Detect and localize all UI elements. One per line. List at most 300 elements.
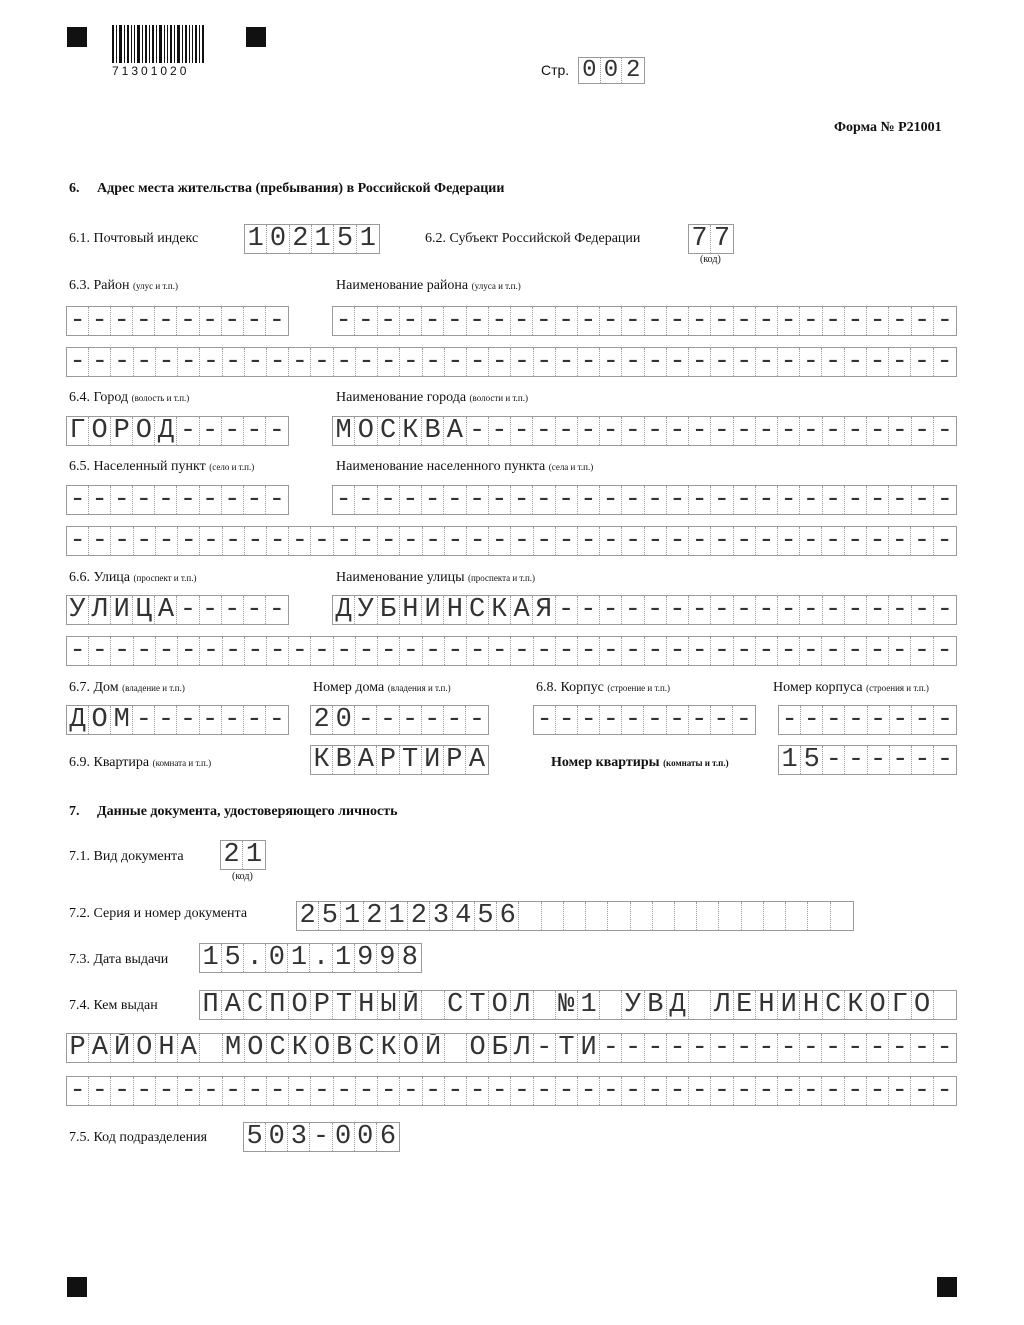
char-cell: - (889, 596, 911, 624)
postal-index-label: 6.1. Почтовый индекс (69, 231, 199, 246)
char-cell: - (600, 596, 622, 624)
char-cell: О (89, 417, 111, 445)
apartment-number-label: Номер квартиры (комнаты и т.п.) (551, 755, 729, 770)
division-code-cells[interactable] (243, 1122, 400, 1152)
char-cell: У (355, 596, 377, 624)
char-cell: - (245, 527, 267, 555)
char-cell: - (800, 1034, 822, 1062)
char-cell: - (67, 307, 89, 335)
region-code-cells[interactable] (688, 224, 734, 254)
char-cell: Ы (378, 991, 400, 1019)
char-cell: - (511, 1077, 533, 1105)
house-number-cells[interactable] (310, 705, 489, 735)
char-cell: - (445, 1077, 467, 1105)
char-cell: - (800, 486, 822, 514)
char-cell: - (400, 348, 422, 376)
char-cell: - (200, 637, 222, 665)
char-cell: 4 (453, 902, 475, 930)
char-cell: К (378, 1034, 400, 1062)
char-cell: - (867, 1034, 889, 1062)
char-cell: Н (444, 596, 466, 624)
char-cell: - (689, 706, 711, 734)
char-cell: - (622, 486, 644, 514)
barcode-number: 71301020 (112, 64, 190, 78)
barcode (112, 25, 224, 78)
char-cell: - (511, 417, 533, 445)
char-cell: - (378, 348, 400, 376)
char-cell: Г (889, 991, 911, 1019)
char-cell: - (867, 348, 889, 376)
char-cell: Р (444, 746, 466, 774)
issued-by-cells-2[interactable] (66, 1033, 957, 1063)
char-cell: - (911, 527, 933, 555)
char-cell: - (711, 637, 733, 665)
char-cell: - (756, 1077, 778, 1105)
char-cell: - (533, 486, 555, 514)
char-cell: А (178, 1034, 200, 1062)
char-cell: П (200, 991, 222, 1019)
char-cell: - (845, 348, 867, 376)
char-cell: - (111, 527, 133, 555)
char-cell: - (936, 746, 954, 774)
char-cell: - (645, 637, 667, 665)
char-cell: - (67, 348, 89, 376)
char-cell: - (400, 527, 422, 555)
char-cell: - (822, 348, 844, 376)
char-cell: Й (423, 1034, 445, 1062)
char-cell: - (223, 527, 245, 555)
char-cell: - (378, 307, 400, 335)
char-cell: - (689, 1077, 711, 1105)
char-cell: - (467, 307, 489, 335)
char-cell: - (489, 1077, 511, 1105)
char-cell: О (289, 991, 311, 1019)
char-cell: К (845, 991, 867, 1019)
char-cell: - (667, 417, 689, 445)
city-name-cells[interactable] (332, 416, 957, 446)
char-cell: - (734, 1077, 756, 1105)
char-cell (422, 991, 444, 1019)
char-cell: - (267, 348, 289, 376)
city-type-cells[interactable] (66, 416, 289, 446)
char-cell: У (622, 991, 644, 1019)
char-cell: - (800, 527, 822, 555)
char-cell: - (467, 527, 489, 555)
char-cell: - (245, 637, 267, 665)
char-cell: Б (378, 596, 400, 624)
district-name-cells-2[interactable] (66, 347, 957, 377)
char-cell: - (268, 486, 285, 514)
char-cell: 6 (379, 1123, 397, 1151)
char-cell: И (111, 596, 133, 624)
char-cell: О (912, 991, 934, 1019)
char-cell: - (845, 486, 867, 514)
char-cell: Л (511, 991, 533, 1019)
char-cell: - (267, 527, 289, 555)
char-cell: 6 (497, 902, 519, 930)
char-cell: 3 (430, 902, 452, 930)
district-name-label: Наименование района (улуса и т.п.) (336, 278, 521, 293)
char-cell: К (489, 596, 511, 624)
char-cell: - (355, 486, 377, 514)
char-cell: 0 (333, 706, 355, 734)
char-cell: - (936, 1077, 953, 1105)
char-cell: - (578, 637, 600, 665)
char-cell: - (912, 706, 934, 734)
char-cell: - (289, 1077, 311, 1105)
char-cell: - (268, 596, 285, 624)
char-cell: 7 (713, 225, 731, 253)
char-cell: - (400, 637, 422, 665)
char-cell: - (823, 706, 845, 734)
building-type-cells[interactable] (533, 705, 756, 735)
char-cell: С (467, 596, 489, 624)
street-type-cells[interactable] (66, 595, 289, 625)
char-cell: - (133, 706, 155, 734)
char-cell: - (89, 637, 111, 665)
char-cell: А (89, 1034, 111, 1062)
char-cell: - (622, 348, 644, 376)
char-cell: С (356, 1034, 378, 1062)
char-cell: - (912, 596, 934, 624)
char-cell: В (334, 1034, 356, 1062)
apartment-number-cells[interactable] (778, 745, 957, 775)
char-cell: - (778, 1034, 800, 1062)
section-7-number: 7. (69, 804, 80, 819)
char-cell: Н (156, 1034, 178, 1062)
char-cell: - (867, 1077, 889, 1105)
char-cell: О (355, 417, 377, 445)
issued-by-label: 7.4. Кем выдан (69, 998, 158, 1013)
street-name-cells-2[interactable] (66, 636, 957, 666)
issue-date-cells[interactable] (199, 943, 422, 973)
char-cell: - (177, 307, 199, 335)
char-cell (519, 902, 541, 930)
char-cell: - (800, 637, 822, 665)
char-cell: Л (89, 596, 111, 624)
char-cell: - (689, 486, 711, 514)
char-cell: - (311, 637, 333, 665)
char-cell: - (311, 1077, 333, 1105)
char-cell: - (711, 706, 733, 734)
char-cell: - (511, 348, 533, 376)
char-cell: - (936, 706, 954, 734)
char-cell: - (667, 307, 689, 335)
char-cell (608, 902, 630, 930)
char-cell: О (89, 706, 111, 734)
char-cell: - (178, 637, 200, 665)
char-cell: - (244, 486, 266, 514)
char-cell: О (400, 1034, 422, 1062)
char-cell: - (778, 307, 800, 335)
issued-by-cells-3[interactable] (66, 1076, 957, 1106)
char-cell: - (89, 307, 111, 335)
char-cell: - (556, 307, 578, 335)
settlement-name-cells-1[interactable] (332, 485, 957, 515)
char-cell: - (244, 417, 266, 445)
char-cell: - (711, 596, 733, 624)
char-cell: - (200, 307, 222, 335)
char-cell: - (356, 637, 378, 665)
char-cell: - (756, 596, 778, 624)
char-cell: - (936, 1034, 953, 1062)
char-cell: - (578, 348, 600, 376)
char-cell: К (289, 1034, 311, 1062)
char-cell: - (711, 307, 733, 335)
char-cell: - (622, 596, 644, 624)
char-cell: - (444, 307, 466, 335)
apartment-type-cells[interactable] (310, 745, 489, 775)
char-cell: 2 (297, 902, 319, 930)
char-cell: - (111, 307, 133, 335)
char-cell: - (622, 527, 644, 555)
char-cell: - (134, 637, 156, 665)
issued-by-cells-1[interactable] (199, 990, 957, 1020)
char-cell: Й (400, 991, 422, 1019)
char-cell: - (778, 486, 800, 514)
char-cell: - (422, 307, 444, 335)
char-cell: - (511, 307, 533, 335)
char-cell: - (689, 637, 711, 665)
char-cell: - (111, 637, 133, 665)
region-label: 6.2. Субъект Российской Федерации (425, 231, 641, 246)
char-cell: - (89, 486, 111, 514)
char-cell: - (400, 307, 422, 335)
division-code-label: 7.5. Код подразделения (69, 1130, 208, 1145)
char-cell: 7 (689, 225, 711, 253)
char-cell: - (778, 1077, 800, 1105)
char-cell: А (444, 417, 466, 445)
corner-marker-top-right (246, 27, 266, 47)
corner-marker-top-left (67, 27, 87, 47)
char-cell: Р (67, 1034, 89, 1062)
char-cell: - (445, 527, 467, 555)
char-cell: И (578, 1034, 600, 1062)
char-cell: 1 (386, 902, 408, 930)
char-cell: И (422, 596, 444, 624)
char-cell: - (578, 307, 600, 335)
char-cell: - (556, 706, 578, 734)
char-cell: 2 (625, 58, 641, 83)
char-cell: Д (155, 417, 177, 445)
char-cell: - (644, 706, 666, 734)
corner-marker-bottom-left (67, 1277, 87, 1297)
char-cell: - (578, 527, 600, 555)
postal-index-cells[interactable] (244, 224, 380, 254)
char-cell (764, 902, 786, 930)
char-cell: - (600, 348, 622, 376)
char-cell: - (533, 417, 555, 445)
char-cell: - (823, 417, 845, 445)
char-cell: В (422, 417, 444, 445)
char-cell: О (245, 1034, 267, 1062)
char-cell: - (800, 596, 822, 624)
char-cell (689, 991, 711, 1019)
char-cell: - (622, 1077, 644, 1105)
char-cell: - (912, 307, 934, 335)
char-cell: - (378, 637, 400, 665)
char-cell: - (578, 596, 600, 624)
char-cell: - (936, 307, 953, 335)
document-number-cells[interactable] (296, 901, 854, 931)
char-cell: 1 (779, 746, 801, 774)
char-cell: - (845, 706, 867, 734)
char-cell: Б (489, 1034, 511, 1062)
char-cell: - (111, 486, 133, 514)
char-cell: - (622, 706, 644, 734)
char-cell: - (756, 348, 778, 376)
char-cell: - (868, 746, 890, 774)
char-cell: Н (400, 596, 422, 624)
char-cell: - (667, 1034, 689, 1062)
char-cell: С (244, 991, 266, 1019)
char-cell: - (734, 596, 756, 624)
char-cell: - (711, 1034, 733, 1062)
char-cell (653, 902, 675, 930)
char-cell: - (911, 348, 933, 376)
char-cell: - (823, 746, 845, 774)
char-cell (934, 991, 956, 1019)
char-cell: - (289, 637, 311, 665)
char-cell: - (845, 746, 867, 774)
char-cell: Н (356, 991, 378, 1019)
char-cell: - (889, 348, 911, 376)
char-cell: - (600, 307, 622, 335)
char-cell: 1 (245, 225, 267, 253)
char-cell: С (445, 991, 467, 1019)
char-cell: - (734, 348, 756, 376)
char-cell: - (912, 746, 934, 774)
house-type-cells[interactable] (66, 705, 289, 735)
char-cell: - (200, 417, 222, 445)
char-cell: 1 (359, 225, 376, 253)
char-cell (445, 1034, 467, 1062)
char-cell: - (889, 1034, 911, 1062)
char-cell: - (645, 417, 667, 445)
char-cell: - (200, 527, 222, 555)
char-cell: 1 (578, 991, 600, 1019)
street-name-label: Наименование улицы (проспекта и т.п.) (336, 570, 536, 585)
char-cell: У (67, 596, 89, 624)
char-cell: - (156, 637, 178, 665)
char-cell: - (444, 706, 466, 734)
char-cell (200, 1034, 222, 1062)
char-cell: - (267, 1077, 289, 1105)
char-cell: - (823, 486, 845, 514)
char-cell (831, 902, 853, 930)
char-cell: О (133, 417, 155, 445)
char-cell: - (200, 1077, 222, 1105)
char-cell: О (467, 1034, 489, 1062)
char-cell: - (667, 527, 689, 555)
char-cell: - (711, 1077, 733, 1105)
char-cell: В (333, 746, 355, 774)
page-number-cells (578, 57, 645, 84)
char-cell: - (778, 637, 800, 665)
char-cell: - (600, 1034, 622, 1062)
building-number-cells[interactable] (778, 705, 957, 735)
char-cell: - (467, 637, 489, 665)
char-cell: 0 (267, 225, 289, 253)
char-cell: - (310, 1123, 332, 1151)
char-cell: 1 (288, 944, 310, 972)
char-cell: - (111, 348, 133, 376)
char-cell: - (222, 307, 244, 335)
building-label: 6.8. Корпус (строение и т.п.) (536, 680, 671, 695)
char-cell: А (222, 991, 244, 1019)
char-cell: - (911, 1077, 933, 1105)
char-cell: - (533, 307, 555, 335)
char-cell: - (936, 348, 953, 376)
district-name-cells-1[interactable] (332, 306, 957, 336)
char-cell: 1 (245, 841, 263, 869)
char-cell: - (156, 348, 178, 376)
char-cell: - (645, 596, 667, 624)
page-label: Стр. (541, 62, 570, 78)
char-cell: - (645, 348, 667, 376)
corner-marker-bottom-right (937, 1277, 957, 1297)
char-cell: 3 (288, 1123, 310, 1151)
char-cell: - (689, 596, 711, 624)
char-cell: 8 (401, 944, 418, 972)
char-cell: - (578, 486, 600, 514)
char-cell: - (422, 706, 444, 734)
char-cell: - (912, 417, 934, 445)
char-cell: - (423, 637, 445, 665)
char-cell: - (778, 596, 800, 624)
char-cell: - (511, 486, 533, 514)
char-cell: - (245, 348, 267, 376)
district-type-cells[interactable] (66, 306, 289, 336)
char-cell: - (600, 637, 622, 665)
street-name-cells-1[interactable] (332, 595, 957, 625)
char-cell: - (244, 307, 266, 335)
barcode-bars (112, 25, 224, 63)
char-cell: - (378, 527, 400, 555)
char-cell: - (936, 596, 953, 624)
char-cell: Т (467, 991, 489, 1019)
district-label: 6.3. Район (улус и т.п.) (69, 278, 178, 293)
char-cell: - (645, 1077, 667, 1105)
document-type-cells[interactable] (220, 840, 266, 870)
char-cell: - (667, 486, 689, 514)
char-cell (564, 902, 586, 930)
char-cell: - (734, 1034, 756, 1062)
char-cell: - (177, 596, 199, 624)
char-cell: - (489, 486, 511, 514)
char-cell: - (268, 706, 285, 734)
char-cell: - (178, 348, 200, 376)
char-cell: - (400, 706, 422, 734)
char-cell: - (800, 417, 822, 445)
char-cell (631, 902, 653, 930)
char-cell: С (267, 1034, 289, 1062)
char-cell: - (867, 527, 889, 555)
settlement-type-cells[interactable] (66, 485, 289, 515)
char-cell: 0 (333, 1123, 355, 1151)
char-cell: - (667, 637, 689, 665)
char-cell: П (267, 991, 289, 1019)
char-cell: - (823, 596, 845, 624)
char-cell: - (222, 596, 244, 624)
settlement-name-cells-2[interactable] (66, 526, 957, 556)
char-cell: - (67, 527, 89, 555)
char-cell: О (867, 991, 889, 1019)
char-cell: О (489, 991, 511, 1019)
char-cell: - (134, 527, 156, 555)
char-cell: - (423, 1077, 445, 1105)
char-cell: № (556, 991, 578, 1019)
